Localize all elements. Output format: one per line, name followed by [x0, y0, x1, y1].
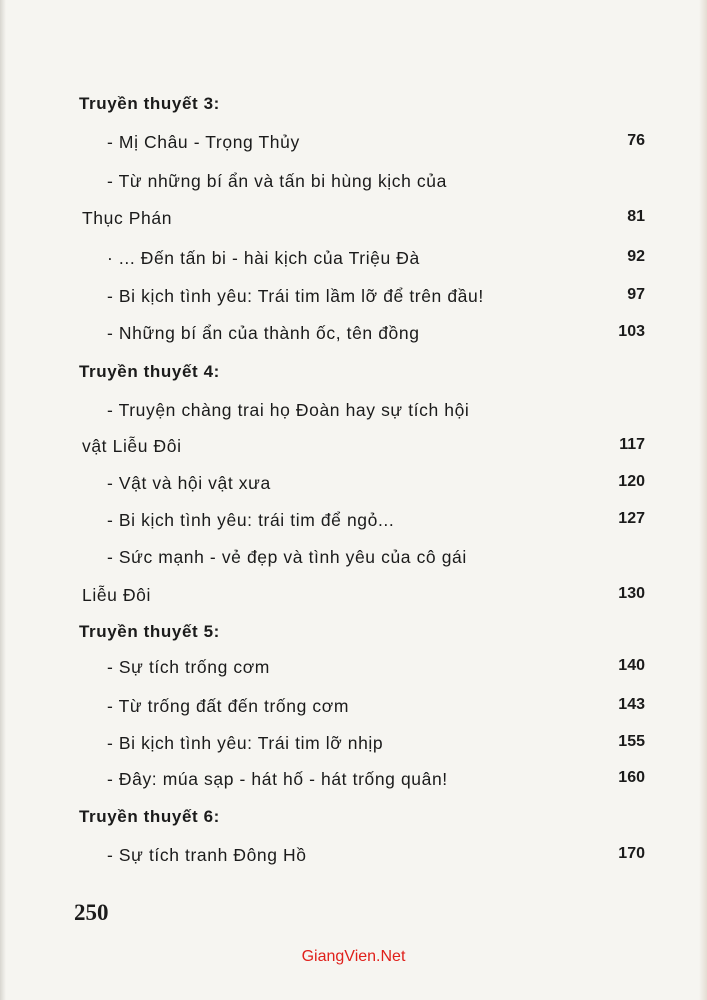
toc-section-heading — [0, 622, 707, 646]
toc-entry-title: - Bi kịch tình yêu: Trái tim lỡ nhịp — [107, 733, 384, 753]
toc-section-heading — [0, 362, 707, 386]
toc-entry — [0, 132, 707, 156]
toc-entry-page: 155 — [618, 733, 645, 750]
toc-entry — [0, 733, 707, 757]
toc-entry-title: - Sức mạnh - vẻ đẹp và tình yêu của cô gái — [107, 547, 467, 567]
toc-entry-page: 120 — [618, 473, 645, 490]
toc-entry-title: - Từ trống đất đến trống cơm — [107, 696, 349, 716]
toc-entry-title: - Sự tích tranh Đông Hồ — [107, 845, 307, 865]
toc-entry-page: 140 — [618, 657, 645, 674]
toc-entry — [0, 510, 707, 534]
toc-entry-page: 103 — [618, 323, 645, 340]
toc-entry — [0, 547, 707, 571]
toc-entry-title: - Bi kịch tình yêu: trái tim để ngỏ... — [107, 510, 395, 530]
toc-entry — [0, 208, 707, 232]
toc-entry — [0, 473, 707, 497]
toc-entry — [0, 436, 707, 460]
toc-entry-title: - Từ những bí ẩn và tấn bi hùng kịch của — [107, 171, 447, 191]
toc-entry — [0, 769, 707, 793]
toc-entry-title: Liễu Đôi — [82, 585, 152, 605]
watermark: GiangVien.Net — [301, 948, 406, 965]
toc-entry-title: Thục Phán — [82, 208, 173, 228]
toc-entry-page: 130 — [618, 585, 645, 602]
toc-entry-page: 92 — [627, 248, 645, 265]
toc-entry-title: - Mị Châu - Trọng Thủy — [107, 132, 300, 152]
toc-section-heading — [0, 807, 707, 831]
toc-entry — [0, 845, 707, 869]
page-number: 250 — [74, 900, 109, 925]
toc-entry-page: 160 — [618, 769, 645, 786]
toc-entry-title: - Đây: múa sạp - hát hố - hát trống quân! — [107, 769, 448, 789]
toc-entry-title: Truyền thuyết 4: — [79, 362, 220, 381]
toc-entry-title: - Truyện chàng trai họ Đoàn hay sự tích hội — [107, 400, 470, 420]
toc-entry-page: 170 — [618, 845, 645, 862]
toc-entry — [0, 657, 707, 681]
toc-entry-page: 81 — [627, 208, 645, 225]
toc-entry-page: 117 — [619, 436, 645, 453]
toc-entry — [0, 696, 707, 720]
toc-entry-page: 127 — [618, 510, 645, 527]
toc-entry — [0, 323, 707, 347]
toc-section-heading — [0, 94, 707, 118]
toc-entry-title: - Những bí ẩn của thành ốc, tên đồng — [107, 323, 420, 343]
toc-entry-title: Truyền thuyết 3: — [79, 94, 220, 113]
toc-entry-title: vật Liễu Đôi — [82, 436, 182, 456]
toc-entry — [0, 585, 707, 609]
toc-entry — [0, 286, 707, 310]
toc-entry — [0, 400, 707, 424]
toc-entry-title: · ... Đến tấn bi - hài kịch của Triệu Đà — [107, 248, 420, 268]
toc-entry-title: Truyền thuyết 5: — [79, 622, 220, 641]
toc-entry-title: Truyền thuyết 6: — [79, 807, 220, 826]
toc-entry-title: - Bi kịch tình yêu: Trái tim lầm lỡ để trên đầu! — [107, 286, 484, 306]
toc-entry-page: 143 — [618, 696, 645, 713]
toc-entry-title: - Vật và hội vật xưa — [107, 473, 271, 493]
toc-entry-title: - Sự tích trống cơm — [107, 657, 270, 677]
toc-entry-page: 97 — [627, 286, 645, 303]
toc-entry-page: 76 — [627, 132, 645, 149]
toc-entry — [0, 248, 707, 272]
toc-entry — [0, 171, 707, 195]
